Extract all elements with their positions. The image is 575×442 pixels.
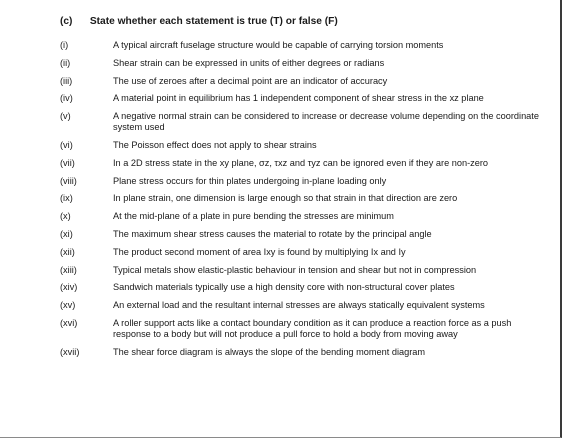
statement-number: (v) [60,111,71,122]
statement-number: (xvi) [60,317,78,328]
statement-text: The shear force diagram is always the slope of the bending moment diagram [113,346,426,357]
statement-item [60,58,550,69]
statement-text: In plane strain, one dimension is large enough so that strain in that direction are zero [113,193,458,204]
statement-item [60,300,550,311]
statement-item [60,193,550,204]
statement-item [60,111,550,133]
question-heading-text: State whether each statement is true (T) or false (F) [89,16,338,27]
statement-item [60,347,550,358]
statement-item [60,282,550,293]
statement-text: Typical metals show elastic-plastic behaviour in tension and shear but not in compression [113,264,477,275]
statement-text: The use of zeroes after a decimal point are an indicator of accuracy [113,75,388,86]
statement-number: (x) [60,211,71,222]
statement-text: At the mid-plane of a plate in pure bending the stresses are minimum [113,211,394,222]
statement-text: Plane stress occurs for thin plates undergoing in-plane loading only [113,175,387,186]
statement-number: (xi) [60,228,73,239]
statement-item [60,140,550,151]
statement-text: Sandwich materials typically use a high density core with non-structural cover plates [113,282,455,293]
statement-text: Shear strain can be expressed in units of either degrees or radians [113,57,385,68]
statement-number: (viii) [60,175,77,186]
statement-number: (iv) [60,93,73,104]
statement-item [60,229,550,240]
statement-text: A material point in equilibrium has 1 independent component of shear stress in the xz plane [113,93,484,104]
statement-number: (xiv) [60,282,78,293]
statement-item [60,158,550,169]
statement-number: (xiii) [60,264,77,275]
statement-item [60,247,550,258]
statement-number: (iii) [60,75,73,86]
statement-text: The product second moment of area Ixy is found by multiplying Ix and Iy [113,246,406,257]
statement-number: (i) [60,40,69,50]
statement-text: An external load and the resultant internal stresses are always statically equivalent systems [113,300,485,311]
statement-text: A roller support acts like a contact boundary condition as it can produce a reaction force as a push response to a body but will not produce a pull force to hold a body from moving away [113,317,512,339]
statement-number: (ix) [60,193,73,204]
statement-number: (xv) [60,300,76,311]
statement-text: In a 2D stress state in the xy plane, σz, τxz and τyz can be ignored even if they are non-zero [113,157,489,168]
statement-item [60,211,550,222]
statement-number: (vi) [60,139,73,150]
statement-text: A typical aircraft fuselage structure would be capable of carrying torsion moments [113,40,444,50]
statement-item [60,318,550,340]
statement-text: The maximum shear stress causes the material to rotate by the principal angle [113,228,432,239]
statement-number: (vii) [60,157,75,168]
question-part-label: (c) [60,16,73,27]
statement-item [60,265,550,276]
statement-text: The Poisson effect does not apply to shear strains [113,139,317,150]
statement-list [60,40,550,365]
statement-number: (xvii) [60,346,80,357]
statement-number: (ii) [60,57,71,68]
statement-text: A negative normal strain can be considered to increase or decrease volume depending on the coordinate system used [113,111,539,133]
statement-item [60,40,550,51]
statement-item [60,93,550,104]
statement-item [60,176,550,187]
statement-item [60,76,550,87]
question-heading [60,16,338,27]
statement-number: (xii) [60,246,75,257]
